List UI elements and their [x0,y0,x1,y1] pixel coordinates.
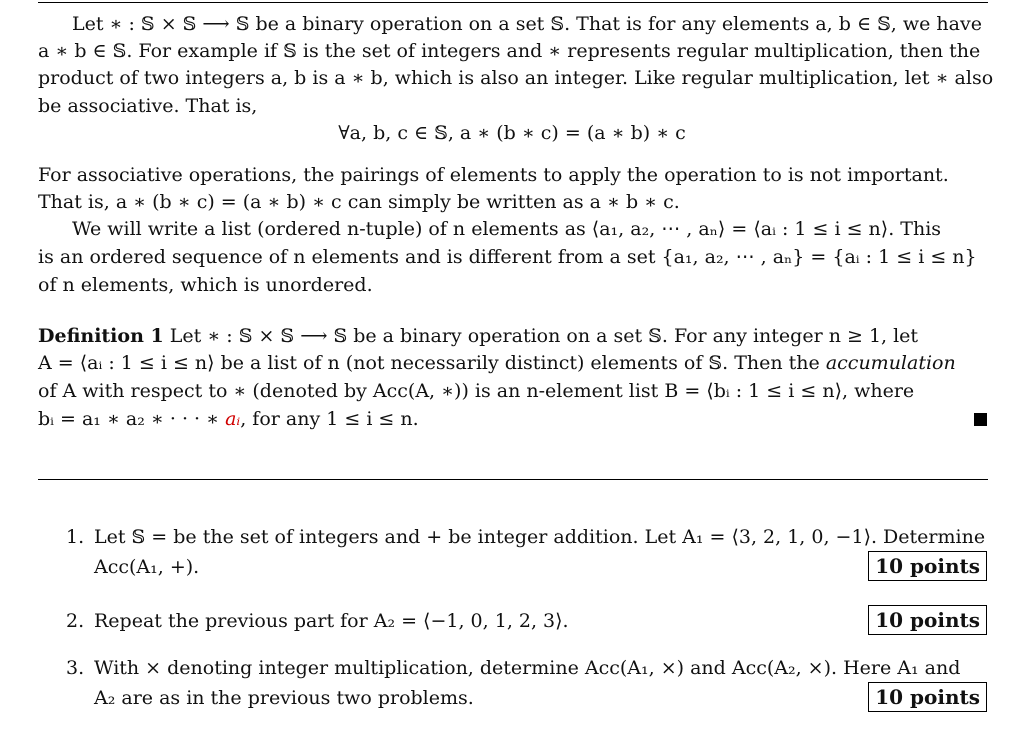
intro-line-8: is an ordered sequence of n elements and is different from a set {a₁, a₂, ⋯ , aₙ} = {aᵢ : 1 ≤ i ≤ n} [38,246,977,268]
definition-text-2a: A = ⟨aᵢ : 1 ≤ i ≤ n⟩ be a list of n (not necessarily distinct) elements of 𝕊. Then the [38,352,826,374]
intro-line-2: a ∗ b ∈ 𝕊. For example if 𝕊 is the set of integers and ∗ represents regular multiplication, then the [38,40,981,62]
definition-text-1: Let ∗ : 𝕊 × 𝕊 ⟶ 𝕊 be a binary operation on a set 𝕊. For any integer n ≥ 1, let [169,325,919,347]
question-1-points-badge: 10 points [868,551,987,581]
definition-highlight-ai: aᵢ [225,408,241,430]
question-2-points-badge: 10 points [868,605,987,635]
intro-line-3: product of two integers a, b is a ∗ b, which is also an integer. Like regular multiplication, let ∗ also [38,67,994,89]
definition-text-4c: , for any 1 ≤ i ≤ n. [240,408,419,430]
question-2-line-1: Repeat the previous part for A₂ = ⟨−1, 0, 1, 2, 3⟩. [94,610,569,632]
question-3-number: 3. [66,657,85,679]
intro-line-1: Let ∗ : 𝕊 × 𝕊 ⟶ 𝕊 be a binary operation on a set 𝕊. That is for any elements a, b ∈ 𝕊, we have [72,13,982,35]
intro-line-9: of n elements, which is unordered. [38,274,373,296]
question-1-line-2: Acc(A₁, +). [94,556,200,578]
section-rule [38,479,988,480]
question-1-number: 1. [66,526,85,548]
intro-line-5: For associative operations, the pairings of elements to apply the operation to is not important. [38,164,949,186]
intro-line-4: be associative. That is, [38,95,258,117]
top-rule [38,2,988,3]
definition-line-4 [38,407,419,431]
intro-line-7: We will write a list (ordered n-tuple) of n elements as ⟨a₁, a₂, ⋯ , aₙ⟩ = ⟨aᵢ : 1 ≤ i ≤ n⟩. This [72,218,942,240]
question-3-points-badge: 10 points [868,682,987,712]
question-1-line-1: Let 𝕊 = be the set of integers and + be integer addition. Let A₁ = ⟨3, 2, 1, 0, −1⟩. Determine [94,526,986,548]
question-3-line-1: With × denoting integer multiplication, determine Acc(A₁, ×) and Acc(A₂, ×). Here A₁ and [94,657,961,679]
definition-label: Definition 1 [38,325,164,347]
definition-line-1 [38,324,918,348]
associativity-equation: ∀a, b, c ∈ 𝕊, a ∗ (b ∗ c) = (a ∗ b) ∗ c [338,122,686,144]
intro-line-6: That is, a ∗ (b ∗ c) = (a ∗ b) ∗ c can simply be written as a ∗ b ∗ c. [38,191,680,213]
definition-line-3: of A with respect to ∗ (denoted by Acc(A, ∗)) is an n-element list B = ⟨bᵢ : 1 ≤ i ≤ n⟩, where [38,380,915,402]
definition-term-accumulation: accumulation [825,352,956,374]
definition-text-4a: bᵢ = a₁ ∗ a₂ ∗ · · · ∗ [38,408,226,430]
question-2-number: 2. [66,610,85,632]
question-3-line-2: A₂ are as in the previous two problems. [94,687,474,709]
definition-line-2 [38,351,956,375]
qed-square-icon [974,413,987,426]
